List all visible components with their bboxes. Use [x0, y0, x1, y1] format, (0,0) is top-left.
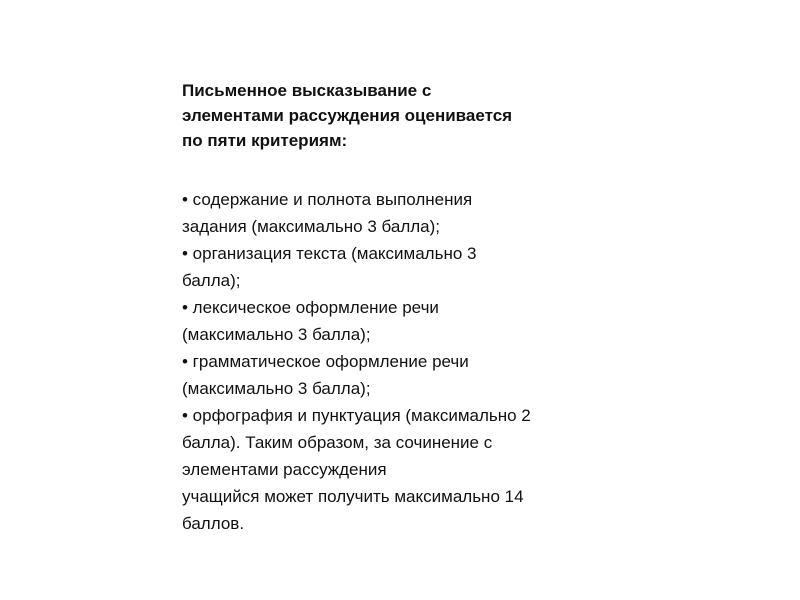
- body-line: • лексическое оформление речи: [182, 298, 439, 317]
- body-line: балла). Таким образом, за сочинение с: [182, 433, 493, 452]
- body-line: баллов.: [182, 514, 245, 533]
- body-line: • содержание и полнота выполнения: [182, 190, 473, 209]
- spacer: [182, 153, 652, 186]
- body-line: • организация текста (максимально 3: [182, 244, 477, 263]
- body-line: • орфография и пунктуация (максимально 2: [182, 406, 531, 425]
- title-line: Письменное высказывание с: [182, 81, 432, 100]
- body-line: • грамматическое оформление речи: [182, 352, 469, 371]
- criteria-list: [182, 186, 652, 537]
- slide-content: [182, 78, 652, 537]
- title-line: элементами рассуждения оценивается: [182, 106, 513, 125]
- title-line: по пяти критериям:: [182, 131, 348, 150]
- slide-title: [182, 78, 652, 153]
- body-line: элементами рассуждения: [182, 460, 387, 479]
- body-line: задания (максимально 3 балла);: [182, 217, 441, 236]
- body-line: балла);: [182, 271, 241, 290]
- body-line: (максимально 3 балла);: [182, 325, 371, 344]
- body-line: (максимально 3 балла);: [182, 379, 371, 398]
- body-line: учащийся может получить максимально 14: [182, 487, 524, 506]
